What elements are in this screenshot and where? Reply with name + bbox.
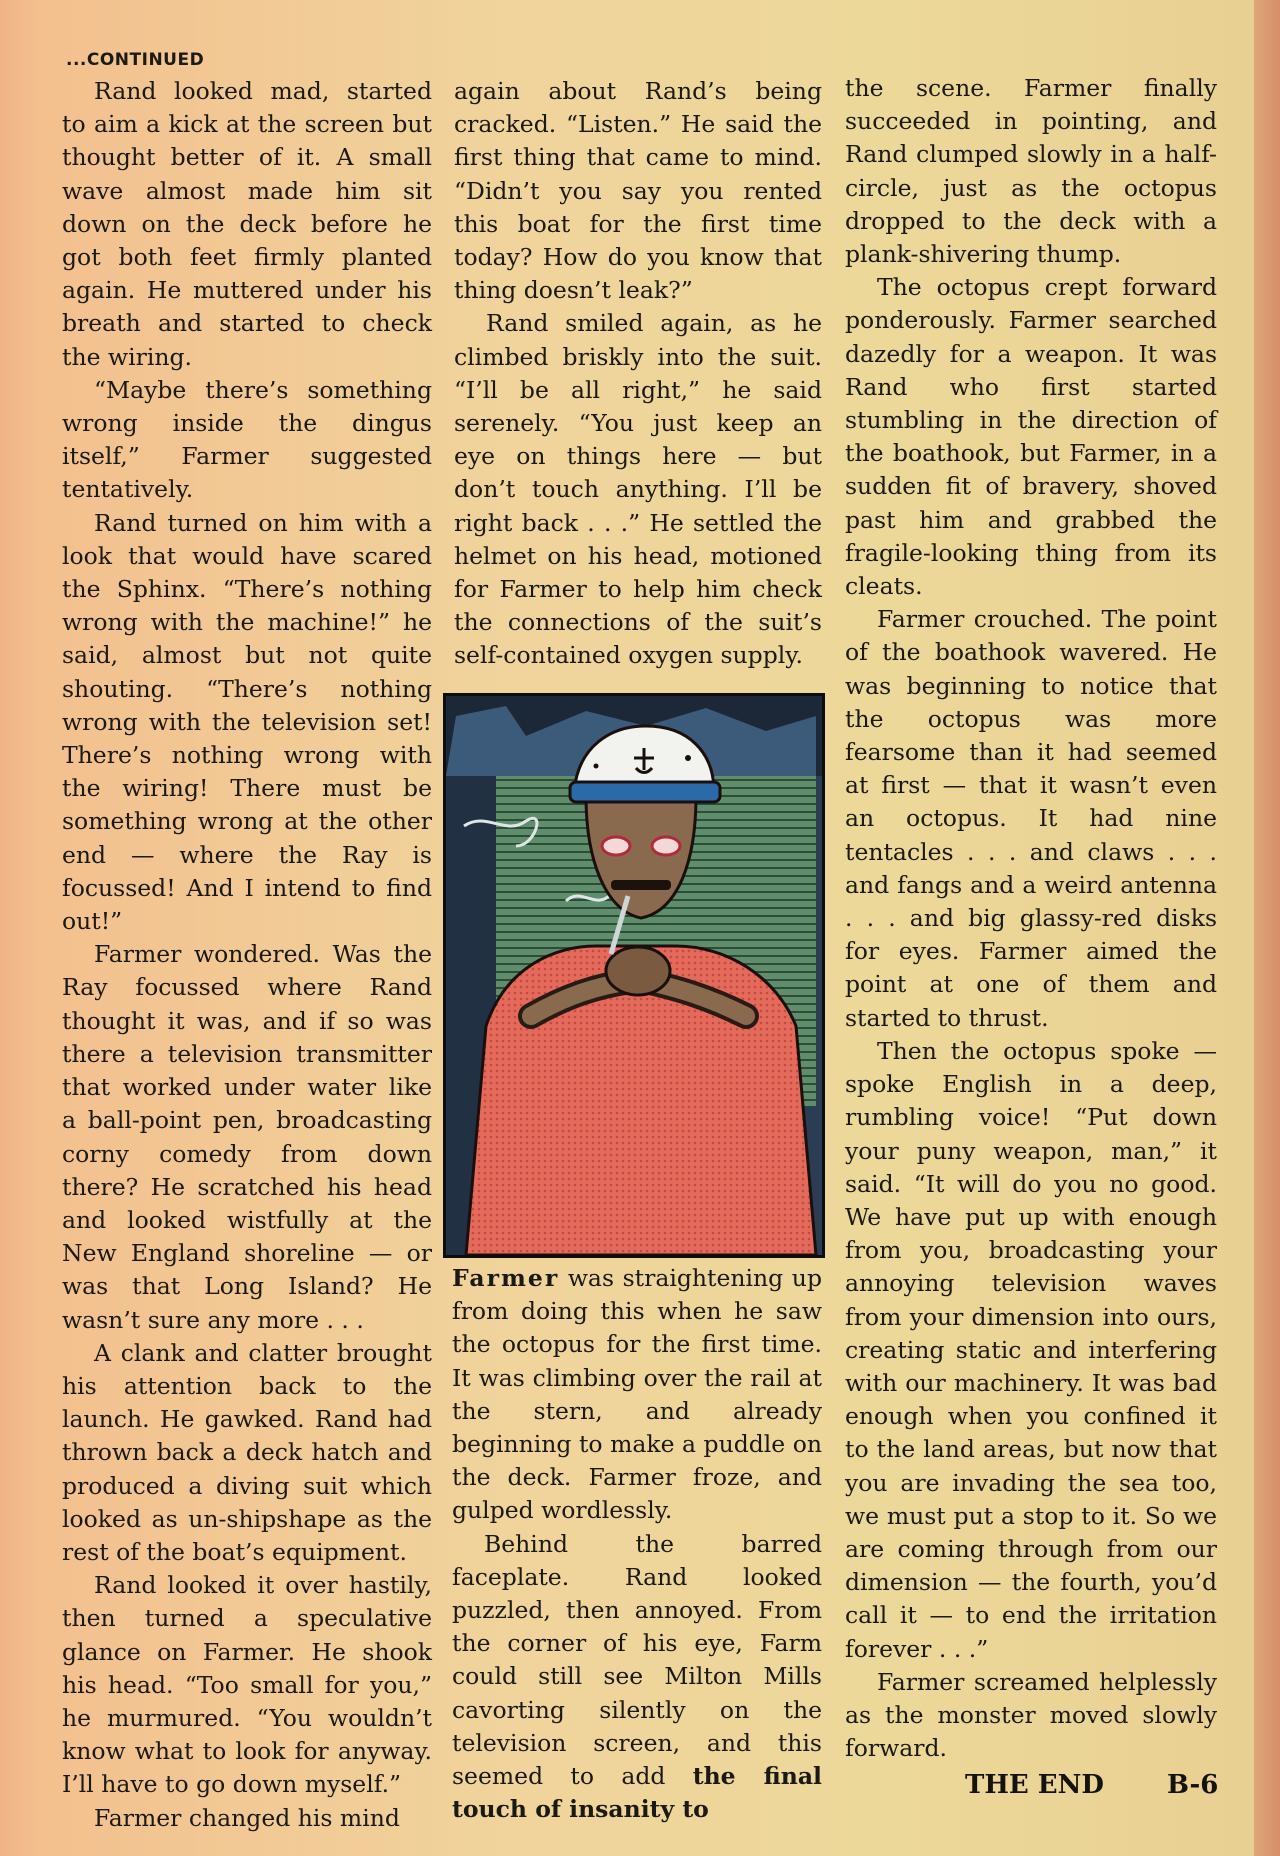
paragraph: “Maybe there’s something wrong inside the dingus itself,” Farmer suggested tentatively. bbox=[62, 375, 432, 504]
paragraph: A clank and clatter brought his attention back to the launch. He gawked. Rand had thrown back a deck hatch and produced a diving suit which looked as un-shipshape as the rest of the boat’s equipment. bbox=[62, 1338, 432, 1566]
the-end-label: THE END bbox=[965, 1770, 1104, 1800]
paragraph bbox=[452, 1262, 822, 1528]
comic-panel-illustration bbox=[443, 693, 825, 1258]
paragraph: the scene. Farmer finally succeeded in pointing, and Rand clumped slowly in a half-circle, just as the octopus dropped to the deck with a plank-shivering thump. bbox=[845, 74, 1217, 269]
paragraph: Then the octopus spoke — spoke English in a deep, rumbling voice! “Put down your puny weapon, man,” it said. “It will do you no good. We have put up with enough from you, broadcasting your annoying television waves from your dimension into ours, creating static and interfering with our machinery. It was bad enough when you confined it to the land areas, but now that you are invading the sea too, we must put a stop to it. So we are coming through from our dimension — the fourth, you’d call it — to end the irritation forever . . .” bbox=[845, 1036, 1217, 1663]
paragraph: Rand looked it over hastily, then turned a speculative glance on Farmer. He shook his head. “Too small for you,” he murmured. “You wouldn’t know what to look for anyway. I’ll have to go down myself.” bbox=[62, 1571, 432, 1799]
paragraph: The octopus crept forward ponderously. Farmer searched dazedly for a weapon. It was Rand who first started stumbling in the direction of the boathook, but Farmer, in a sudden fit of bravery, shoved past him and grabbed the fragile-looking thing from its cleats. bbox=[845, 273, 1217, 601]
page-code: B-6 bbox=[1167, 1770, 1219, 1800]
paragraph-rest: was straightening up from doing this when he saw the octopus for the first time. It was climbing over the rail at the stern, and already beginning to make a puddle on the deck. Farmer froze, and gulped wordlessly. bbox=[452, 1264, 822, 1525]
text-column-1 bbox=[62, 75, 432, 1835]
paragraph-body: Behind the barred faceplate. Rand looked puzzled, then annoyed. From the corner of his eye, Farm could still see Milton Mills cavorting silently on the television screen, and this seemed to add bbox=[452, 1529, 822, 1791]
paragraph-last-line: the final touch of insanity to bbox=[452, 1762, 822, 1824]
continued-label: ...CONTINUED bbox=[66, 50, 205, 70]
paragraph: Farmer screamed helplessly as the monster moved slowly forward. bbox=[845, 1667, 1217, 1763]
paragraph: Farmer changed his mind bbox=[94, 1803, 400, 1832]
paragraph: Rand turned on him with a look that would have scared the Sphinx. “There’s nothing wrong with the machine!” he said, almost but not quite shouting. “There’s nothing wrong with the television set! There’s nothing wrong with the wiring! There must be something wrong at the other end — where the Ray is focussed! And I intend to find out!” bbox=[62, 508, 432, 936]
text-column-2-lower bbox=[452, 1262, 822, 1826]
paragraph: Rand looked mad, started to aim a kick at the screen but thought better of it. A small wave almost made him sit down on the deck before he got both feet firmly planted again. He muttered under his breath and started to check the wiring. bbox=[62, 77, 432, 371]
text-column-3 bbox=[845, 72, 1217, 1765]
paragraph-lead-word: Farmer bbox=[452, 1264, 560, 1292]
paragraph: Rand smiled again, as he climbed briskly into the suit. “I’ll be all right,” he said serenely. “You just keep an eye on things here — but don’t touch anything. I’ll be right back . . .” He settled the helmet on his head, motioned for Farmer to help him check the connections of the suit’s self-contained oxygen supply. bbox=[454, 309, 822, 670]
text-column-2 bbox=[454, 75, 822, 673]
paragraph: Farmer crouched. The point of the boathook wavered. He was beginning to notice that the octopus was more fearsome than it had seemed at first — that it wasn’t even an octopus. It had nine tentacles . . . and claws . . . and fangs and a weird antenna . . . and big glassy-red disks for eyes. Farmer aimed the point at one of them and started to thrust. bbox=[845, 605, 1217, 1032]
paragraph bbox=[452, 1528, 822, 1827]
sailor-illustration bbox=[446, 696, 822, 1255]
paragraph: again about Rand’s being cracked. “Listen.” He said the first thing that came to mind. “Didn’t you say you rented this boat for the first time today? How do you know that thing doesn’t leak?” bbox=[454, 77, 822, 305]
paragraph: Farmer wondered. Was the Ray focussed where Rand thought it was, and if so was there a television transmitter that worked under water like a ball-point pen, broadcasting corny comedy from down there? He scratched his head and looked wistfully at the New England shoreline — or was that Long Island? He wasn’t sure any more . . . bbox=[62, 940, 432, 1334]
page-edge bbox=[1254, 0, 1280, 1856]
